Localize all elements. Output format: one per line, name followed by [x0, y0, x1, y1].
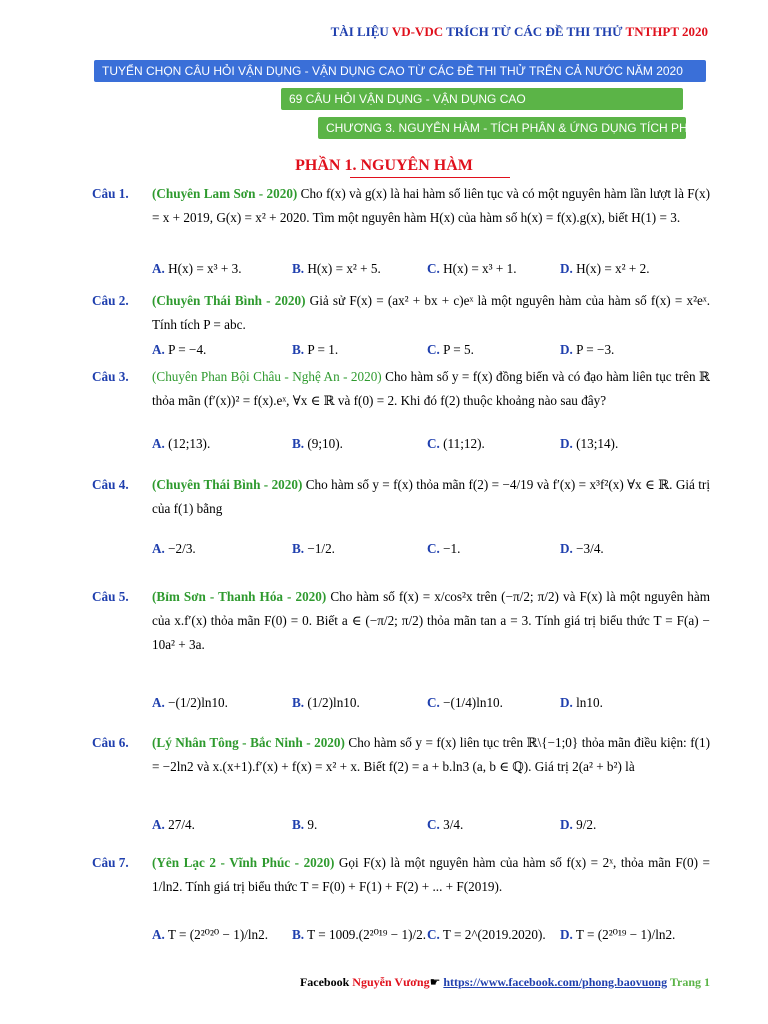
question-source: (Chuyên Thái Bình - 2020) — [152, 293, 306, 308]
question-6 — [92, 731, 710, 832]
question-1 — [92, 182, 710, 276]
option-a[interactable]: A. −2/3. — [152, 541, 196, 556]
question-body — [152, 182, 710, 230]
question-text: Giả sử F(x) = (ax² + bx + c)eˣ là một nguyên hàm của hàm số f(x) = x²eˣ. Tính tích P = abc. — [152, 293, 710, 332]
question-body — [152, 473, 710, 521]
footer-label: Facebook — [299, 975, 350, 989]
question-text: Cho hàm số f(x) = x/cos²x trên (−π/2; π/2) và F(x) là một nguyên hàm của x.f′(x) thỏa mãn F(0) = 0. Biết a ∈ (−π/2; π/2) thỏa mãn tan a = 3. Tính giá trị biểu thức T = F(a) − 10a² + 3a. — [152, 589, 710, 652]
page-number: Trang 1 — [669, 975, 710, 989]
header-mid: TRÍCH TỪ CÁC ĐỀ THI THỬ — [446, 24, 623, 39]
question-number: Câu 1. — [92, 186, 129, 201]
option-c[interactable]: C. −(1/4)ln10. — [427, 695, 503, 710]
option-b[interactable]: B. (1/2)ln10. — [292, 695, 360, 710]
part-title-underline — [350, 177, 510, 178]
question-2 — [92, 289, 710, 357]
question-source: (Chuyên Lam Sơn - 2020) — [152, 186, 298, 201]
question-number: Câu 5. — [92, 589, 129, 604]
footer-facebook-link[interactable]: https://www.facebook.com/phong.baovuong — [443, 975, 668, 989]
question-3 — [92, 365, 711, 451]
question-body — [152, 851, 710, 899]
option-d[interactable]: D. −3/4. — [560, 541, 604, 556]
question-source: (Chuyên Thái Bình - 2020) — [152, 477, 303, 492]
question-body — [152, 731, 710, 779]
question-number: Câu 2. — [92, 293, 129, 308]
option-b[interactable]: B. −1/2. — [292, 541, 335, 556]
option-a[interactable]: A. −(1/2)ln10. — [152, 695, 228, 710]
option-d[interactable]: D. P = −3. — [560, 342, 615, 357]
question-number: Câu 3. — [92, 369, 129, 384]
option-c[interactable]: C. −1. — [427, 541, 461, 556]
document-header-title — [331, 24, 708, 40]
option-c[interactable]: C. P = 5. — [427, 342, 474, 357]
option-d[interactable]: D. ln10. — [560, 695, 603, 710]
banner-main: TUYỂN CHỌN CÂU HỎI VẬN DỤNG - VẬN DỤNG CAO TỪ CÁC ĐỀ THI THỬ TRÊN CẢ NƯỚC NĂM 2020 — [94, 60, 706, 82]
answer-row — [152, 813, 712, 837]
answer-row — [152, 923, 712, 947]
option-d[interactable]: D. 9/2. — [560, 817, 597, 832]
question-text: Gọi F(x) là một nguyên hàm của hàm số f(x) = 2ˣ, thỏa mãn F(0) = 1/ln2. Tính giá trị biểu thức T = F(0) + F(1) + F(2) + ... + F(2019). — [152, 855, 710, 894]
question-source: (Chuyên Phan Bội Châu - Nghệ An - 2020) — [152, 369, 382, 384]
header-red-tag: VD-VDC — [391, 24, 444, 39]
option-d[interactable]: D. (13;14). — [560, 436, 619, 451]
question-body — [152, 365, 710, 413]
option-b[interactable]: B. H(x) = x² + 5. — [292, 261, 381, 276]
question-text: Cho hàm số y = f(x) thỏa mãn f(2) = −4/19 và f′(x) = x³f²(x) ∀x ∈ ℝ. Giá trị của f(1) bằng — [152, 477, 710, 516]
answer-row — [152, 691, 712, 715]
question-5 — [92, 585, 710, 710]
option-c[interactable]: C. H(x) = x³ + 1. — [427, 261, 517, 276]
banner-count: 69 CÂU HỎI VẬN DỤNG - VẬN DỤNG CAO — [281, 88, 683, 110]
option-b[interactable]: B. 9. — [292, 817, 318, 832]
option-c[interactable]: C. 3/4. — [427, 817, 464, 832]
question-4 — [92, 473, 710, 556]
answer-row — [152, 338, 712, 362]
option-b[interactable]: B. T = 1009.(2²⁰¹⁹ − 1)/2. — [292, 927, 427, 942]
question-number: Câu 4. — [92, 477, 129, 492]
option-c[interactable]: C. (11;12). — [427, 436, 485, 451]
option-b[interactable]: B. P = 1. — [292, 342, 339, 357]
answer-row — [152, 537, 712, 561]
option-a[interactable]: A. T = (2²⁰²⁰ − 1)/ln2. — [152, 927, 269, 942]
option-d[interactable]: D. H(x) = x² + 2. — [560, 261, 650, 276]
question-text: Cho hàm số y = f(x) liên tục trên ℝ\{−1;0} thỏa mãn điều kiện: f(1) = −2ln2 và x.(x+1).f′(x) + f(x) = x² + x. Biết f(2) = a + b.ln3 (a, b ∈ ℚ). Giá trị 2(a² + b²) là — [152, 735, 710, 774]
question-text: Cho f(x) và g(x) là hai hàm số liên tục và có một nguyên hàm lần lượt là F(x) = x + 2019, G(x) = x² + 2020. Tìm một nguyên hàm H(x) của hàm số h(x) = f(x).g(x), biết H(1) = 3. — [152, 186, 710, 225]
question-body — [152, 585, 710, 657]
option-b[interactable]: B. (9;10). — [292, 436, 343, 451]
footer-author: Nguyễn Vương — [352, 975, 430, 989]
header-red-exam: TNTHPT 2020 — [625, 24, 708, 39]
question-source: (Bỉm Sơn - Thanh Hóa - 2020) — [152, 589, 327, 604]
question-body — [152, 289, 710, 337]
answer-row — [152, 432, 712, 456]
question-source: (Yên Lạc 2 - Vĩnh Phúc - 2020) — [152, 855, 335, 870]
option-d[interactable]: D. T = (2²⁰¹⁹ − 1)/ln2. — [560, 927, 676, 942]
banner-chapter: CHƯƠNG 3. NGUYÊN HÀM - TÍCH PHÂN & ỨNG DỤNG TÍCH PHÂN — [318, 117, 686, 139]
question-number: Câu 6. — [92, 735, 129, 750]
question-7 — [92, 851, 710, 942]
question-text: Cho hàm số y = f(x) đồng biến và có đạo hàm liên tục trên ℝ thỏa mãn (f′(x))² = f(x).eˣ, ∀x ∈ ℝ và f(0) = 2. Khi đó f(2) thuộc khoảng nào sau đây? — [152, 369, 711, 408]
question-number: Câu 7. — [92, 855, 129, 870]
answer-row — [152, 257, 712, 281]
page-footer — [300, 975, 710, 990]
header-prefix: TÀI LIỆU — [330, 24, 389, 39]
part-title: PHẦN 1. NGUYÊN HÀM — [295, 157, 473, 174]
option-a[interactable]: A. P = −4. — [152, 342, 207, 357]
option-a[interactable]: A. (12;13). — [152, 436, 211, 451]
pointing-hand-icon: ☛ — [429, 975, 441, 989]
option-c[interactable]: C. T = 2^(2019.2020). — [427, 927, 546, 942]
option-a[interactable]: A. 27/4. — [152, 817, 195, 832]
question-source: (Lý Nhân Tông - Bắc Ninh - 2020) — [152, 735, 345, 750]
option-a[interactable]: A. H(x) = x³ + 3. — [152, 261, 242, 276]
